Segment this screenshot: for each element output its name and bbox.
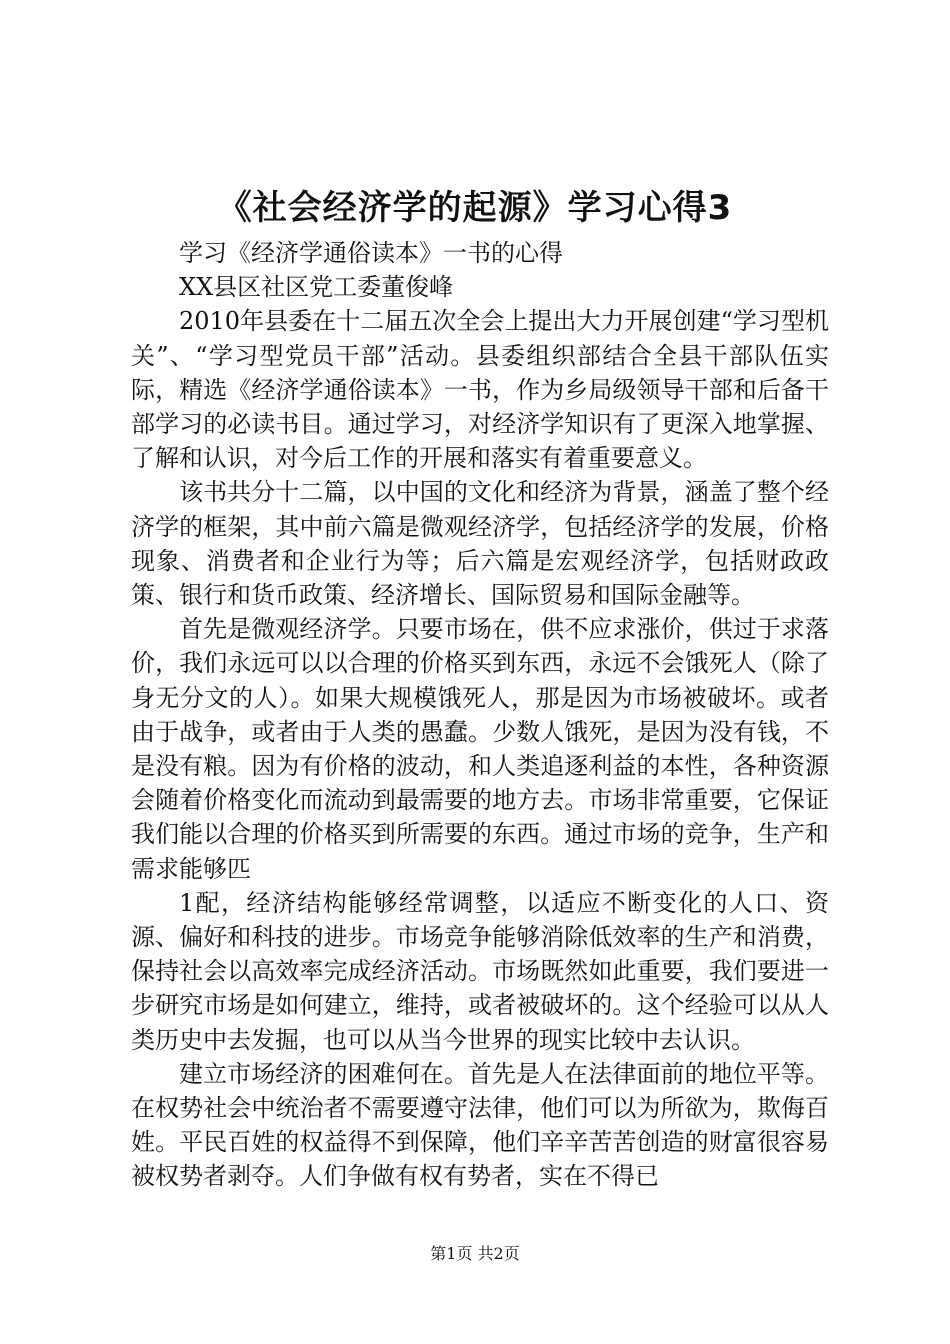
body-paragraph: 1配，经济结构能够经常调整，以适应不断变化的人口、资源、偏好和科技的进步。市场竞争能够消除低效率的生产和消费，保持社会以高效率完成经济活动。市场既然如此重要，我们要进一步研究市场是如何建立，维持，或者被破坏的。这个经验可以从人类历史中去发掘，也可以从当今世界的现实比较中去认识。	[131, 888, 829, 1054]
document-title: 《社会经济学的起源》学习心得3	[217, 188, 733, 228]
document-body	[131, 236, 829, 1194]
body-paragraph: 建立市场经济的困难何在。首先是人在法律面前的地位平等。在权势社会中统治者不需要遵守法律，他们可以为所欲为，欺侮百姓。平民百姓的权益得不到保障，他们辛辛苦苦创造的财富很容易被权势者剥夺。人们争做有权有势者，实在不得已	[131, 1059, 829, 1191]
body-paragraph: 2010年县委在十二届五次全会上提出大力开展创建“学习型机关”、“学习型党员干部”活动。县委组织部结合全县干部队伍实际，精选《经济学通俗读本》一书，作为乡局级领导干部和后备干部学习的必读书目。通过学习，对经济学知识有了更深入地掌握、了解和认识，对今后工作的开展和落实有着重要意义。	[131, 307, 829, 473]
author-paragraph: XX县区社区党工委董俊峰	[179, 273, 454, 302]
body-paragraph: 首先是微观经济学。只要市场在，供不应求涨价，供过于求落价，我们永远可以以合理的价格买到东西，永远不会饿死人（除了身无分文的人）。如果大规模饿死人，那是因为市场被破坏。或者由于战争，或者由于人类的愚蠢。少数人饿死，是因为没有钱，不是没有粮。因为有价格的波动，和人类追逐利益的本性，各种资源会随着价格变化而流动到最需要的地方去。市场非常重要，它保证我们能以合理的价格买到所需要的东西。通过市场的竞争，生产和需求能够匹	[131, 615, 829, 883]
page-footer: 第1页 共2页	[430, 1244, 520, 1263]
body-paragraph: 该书共分十二篇，以中国的文化和经济为背景，涵盖了整个经济学的框架，其中前六篇是微观经济学，包括经济学的发展，价格现象、消费者和企业行为等；后六篇是宏观经济学，包括财政政策、银行和货币政策、经济增长、国际贸易和国际金融等。	[131, 478, 829, 610]
subtitle-paragraph: 学习《经济学通俗读本》一书的心得	[179, 239, 563, 267]
